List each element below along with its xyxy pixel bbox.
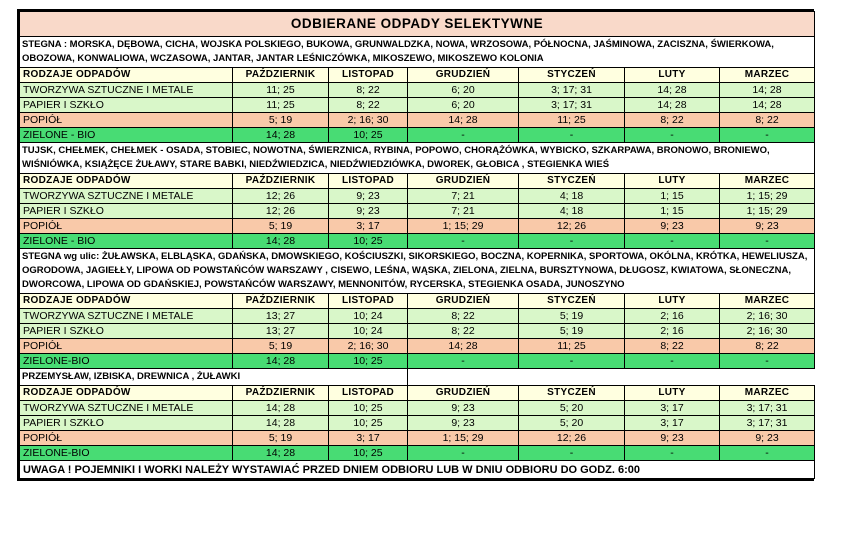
ash-row	[20, 431, 815, 446]
pickup-dates-cell: 2; 16; 30	[720, 309, 815, 324]
pickup-dates-cell: 14; 28	[408, 339, 519, 354]
pickup-dates-cell: 8; 22	[329, 83, 408, 98]
waste-type-label: POPIÓŁ	[20, 219, 233, 234]
pickup-dates-cell: 12; 26	[519, 219, 625, 234]
pickup-dates-cell: 4; 18	[519, 189, 625, 204]
street-list-row	[20, 249, 815, 294]
pickup-dates-cell: 10; 25	[329, 128, 408, 143]
pickup-dates-cell: 9; 23	[408, 416, 519, 431]
month-header: MARZEC	[720, 294, 815, 309]
empty-cell	[408, 369, 815, 386]
month-header-row	[20, 386, 815, 401]
month-header: STYCZEŃ	[519, 68, 625, 83]
pickup-dates-cell: 5; 19	[233, 113, 329, 128]
month-header: LUTY	[625, 294, 720, 309]
pickup-dates-cell: -	[408, 128, 519, 143]
pickup-dates-cell: 8; 22	[408, 309, 519, 324]
pickup-dates-cell: 7; 21	[408, 204, 519, 219]
pickup-dates-cell: 8; 22	[408, 324, 519, 339]
pickup-dates-cell: 14; 28	[625, 83, 720, 98]
pickup-dates-cell: 11; 25	[519, 113, 625, 128]
pickup-dates-cell: 8; 22	[625, 113, 720, 128]
waste-type-label: POPIÓŁ	[20, 431, 233, 446]
plastics-metals-row	[20, 189, 815, 204]
pickup-dates-cell: 3; 17; 31	[720, 401, 815, 416]
waste-type-label: POPIÓŁ	[20, 339, 233, 354]
month-header: PAŹDZIERNIK	[233, 174, 329, 189]
month-header: STYCZEŃ	[519, 386, 625, 401]
pickup-dates-cell: 2; 16	[625, 309, 720, 324]
waste-type-label: ZIELONE-BIO	[20, 446, 233, 461]
pickup-dates-cell: 10; 25	[329, 446, 408, 461]
pickup-dates-cell: 9; 23	[625, 431, 720, 446]
schedule-table	[19, 11, 815, 479]
pickup-dates-cell: 3; 17	[329, 431, 408, 446]
pickup-dates-cell: 10; 25	[329, 234, 408, 249]
pickup-dates-cell: 1; 15; 29	[720, 204, 815, 219]
waste-type-label: TWORZYWA SZTUCZNE I METALE	[20, 401, 233, 416]
pickup-dates-cell: 2; 16; 30	[329, 113, 408, 128]
waste-type-label: PAPIER I SZKŁO	[20, 416, 233, 431]
month-header: GRUDZIEŃ	[408, 174, 519, 189]
pickup-dates-cell: -	[625, 354, 720, 369]
pickup-dates-cell: -	[519, 446, 625, 461]
month-header: LISTOPAD	[329, 294, 408, 309]
ash-row	[20, 339, 815, 354]
waste-type-label: TWORZYWA SZTUCZNE I METALE	[20, 83, 233, 98]
pickup-dates-cell: 10; 24	[329, 324, 408, 339]
paper-glass-row	[20, 98, 815, 113]
pickup-dates-cell: 5; 19	[233, 431, 329, 446]
pickup-dates-cell: 4; 18	[519, 204, 625, 219]
street-list-row	[20, 369, 815, 386]
green-bio-row	[20, 128, 815, 143]
pickup-dates-cell: -	[720, 354, 815, 369]
month-header: GRUDZIEŃ	[408, 68, 519, 83]
waste-type-label: PAPIER I SZKŁO	[20, 324, 233, 339]
pickup-dates-cell: 14; 28	[408, 113, 519, 128]
pickup-dates-cell: 5; 20	[519, 416, 625, 431]
pickup-dates-cell: -	[519, 128, 625, 143]
pickup-dates-cell: 3; 17; 31	[720, 416, 815, 431]
waste-type-label: TWORZYWA SZTUCZNE I METALE	[20, 189, 233, 204]
waste-type-label: ZIELONE-BIO	[20, 354, 233, 369]
pickup-dates-cell: 12; 26	[233, 204, 329, 219]
month-header: GRUDZIEŃ	[408, 386, 519, 401]
pickup-dates-cell: 13; 27	[233, 309, 329, 324]
pickup-dates-cell: 14; 28	[233, 354, 329, 369]
month-header-row	[20, 68, 815, 83]
pickup-dates-cell: 14; 28	[720, 83, 815, 98]
pickup-dates-cell: 1; 15	[625, 189, 720, 204]
pickup-dates-cell: -	[408, 234, 519, 249]
pickup-dates-cell: 14; 28	[625, 98, 720, 113]
pickup-dates-cell: 1; 15; 29	[408, 219, 519, 234]
pickup-dates-cell: 9; 23	[329, 204, 408, 219]
ash-row	[20, 219, 815, 234]
footer-row	[20, 461, 815, 479]
title-row	[20, 12, 815, 37]
pickup-dates-cell: 5; 19	[519, 324, 625, 339]
green-bio-row	[20, 354, 815, 369]
paper-glass-row	[20, 416, 815, 431]
waste-type-label: PAPIER I SZKŁO	[20, 98, 233, 113]
pickup-dates-cell: -	[519, 234, 625, 249]
month-header: STYCZEŃ	[519, 294, 625, 309]
plastics-metals-row	[20, 83, 815, 98]
pickup-dates-cell: -	[408, 446, 519, 461]
street-list: STEGNA : MORSKA, DĘBOWA, CICHA, WOJSKA POLSKIEGO, BUKOWA, GRUNWALDZKA, NOWA, WRZOSOWA, PÓŁNOCNA, JAŚMINOWA, ZACISZNA, ŚWIERKOWA, OBOZOWA, KONWALIOWA, WCZASOWA, JANTAR, JANTAR LEŚNICZÓWKA, MIKOSZEWO, MIKOSZEWO KOLONIA	[20, 37, 815, 68]
plastics-metals-row	[20, 401, 815, 416]
green-bio-row	[20, 446, 815, 461]
pickup-dates-cell: 6; 20	[408, 98, 519, 113]
month-header-row	[20, 294, 815, 309]
street-list-row	[20, 143, 815, 174]
waste-type-label: ZIELONE - BIO	[20, 234, 233, 249]
pickup-dates-cell: 3; 17	[625, 416, 720, 431]
month-header: GRUDZIEŃ	[408, 294, 519, 309]
street-list: PRZEMYSŁAW, IZBISKA, DREWNICA , ŻUŁAWKI	[20, 369, 408, 386]
pickup-dates-cell: 14; 28	[233, 401, 329, 416]
pickup-dates-cell: -	[720, 128, 815, 143]
pickup-dates-cell: 9; 23	[720, 219, 815, 234]
pickup-dates-cell: 2; 16	[625, 324, 720, 339]
month-header: PAŹDZIERNIK	[233, 68, 329, 83]
paper-glass-row	[20, 324, 815, 339]
month-header: LISTOPAD	[329, 174, 408, 189]
pickup-dates-cell: -	[408, 354, 519, 369]
pickup-dates-cell: 3; 17; 31	[519, 83, 625, 98]
pickup-dates-cell: 9; 23	[408, 401, 519, 416]
pickup-dates-cell: 14; 28	[720, 98, 815, 113]
pickup-dates-cell: 6; 20	[408, 83, 519, 98]
pickup-dates-cell: 2; 16; 30	[329, 339, 408, 354]
pickup-dates-cell: 1; 15	[625, 204, 720, 219]
waste-type-label: PAPIER I SZKŁO	[20, 204, 233, 219]
waste-type-header: RODZAJE ODPADÓW	[20, 294, 233, 309]
pickup-dates-cell: 11; 25	[233, 83, 329, 98]
month-header: LISTOPAD	[329, 386, 408, 401]
month-header: MARZEC	[720, 68, 815, 83]
pickup-dates-cell: 8; 22	[329, 98, 408, 113]
pickup-dates-cell: 5; 20	[519, 401, 625, 416]
pickup-dates-cell: 2; 16; 30	[720, 324, 815, 339]
pickup-dates-cell: 8; 22	[720, 339, 815, 354]
pickup-dates-cell: 3; 17	[625, 401, 720, 416]
pickup-dates-cell: 10; 25	[329, 401, 408, 416]
paper-glass-row	[20, 204, 815, 219]
pickup-dates-cell: 1; 15; 29	[720, 189, 815, 204]
pickup-dates-cell: 9; 23	[625, 219, 720, 234]
pickup-dates-cell: -	[720, 446, 815, 461]
month-header-row	[20, 174, 815, 189]
ash-row	[20, 113, 815, 128]
waste-type-label: ZIELONE - BIO	[20, 128, 233, 143]
pickup-dates-cell: 9; 23	[329, 189, 408, 204]
pickup-dates-cell: 11; 25	[519, 339, 625, 354]
street-list: STEGNA wg ulic: ŻUŁAWSKA, ELBLĄSKA, GDAŃSKA, DMOWSKIEGO, KOŚCIUSZKI, SIKORSKIEGO, BOCZNA, KOPERNIKA, SPORTOWA, OKÓLNA, KRÓTKA, HEWELIUSZA, OGRODOWA, JAGIEŁŁY, LIPOWA OD POWSTAŃCÓW WARSZAWY , CISEWO, LEŚNA, WĄSKA, ZIELONA, ZIELNA, BURSZTYNOWA, DŁUGOSZ, KWIATOWA, SŁONECZNA, DWORCOWA, LIPOWA OD GDAŃSKIEJ, POWSTAŃCÓW WARSZAWY, MENNONITÓW, RYCERSKA, STEGIENKA OSADA, JUNOSZYNO	[20, 249, 815, 294]
month-header: LUTY	[625, 174, 720, 189]
pickup-dates-cell: 3; 17; 31	[519, 98, 625, 113]
waste-type-header: RODZAJE ODPADÓW	[20, 386, 233, 401]
plastics-metals-row	[20, 309, 815, 324]
pickup-dates-cell: 10; 25	[329, 416, 408, 431]
pickup-dates-cell: 12; 26	[233, 189, 329, 204]
month-header: LISTOPAD	[329, 68, 408, 83]
pickup-dates-cell: 10; 25	[329, 354, 408, 369]
pickup-dates-cell: 1; 15; 29	[408, 431, 519, 446]
street-list: TUJSK, CHEŁMEK, CHEŁMEK - OSADA, STOBIEC, NOWOTNA, ŚWIERZNICA, RYBINA, POPOWO, CHORĄŻÓWKA, WYBICKO, SZKARPAWA, BRONOWO, BRONIEWO, WIŚNIÓWKA, KSIĄŻĘCE ŻUŁAWY, STARE BABKI, NIEDŹWIEDZICA, NIEDŹWIEDZIÓWKA, DWOREK, GŁOBICA , STEGIENKA WIEŚ	[20, 143, 815, 174]
page-title: ODBIERANE ODPADY SELEKTYWNE	[20, 12, 815, 37]
month-header: LUTY	[625, 386, 720, 401]
pickup-dates-cell: -	[720, 234, 815, 249]
waste-type-header: RODZAJE ODPADÓW	[20, 68, 233, 83]
pickup-dates-cell: 14; 28	[233, 234, 329, 249]
pickup-dates-cell: 5; 19	[233, 339, 329, 354]
pickup-dates-cell: 5; 19	[519, 309, 625, 324]
waste-type-header: RODZAJE ODPADÓW	[20, 174, 233, 189]
pickup-dates-cell: -	[625, 234, 720, 249]
pickup-dates-cell: 14; 28	[233, 446, 329, 461]
pickup-dates-cell: -	[625, 446, 720, 461]
pickup-dates-cell: 3; 17	[329, 219, 408, 234]
pickup-dates-cell: 14; 28	[233, 416, 329, 431]
footer-note: UWAGA ! POJEMNIKI I WORKI NALEŻY WYSTAWIAĆ PRZED DNIEM ODBIORU LUB W DNIU ODBIORU DO GODZ. 6:00	[20, 461, 815, 479]
pickup-dates-cell: 5; 19	[233, 219, 329, 234]
pickup-dates-cell: -	[625, 128, 720, 143]
pickup-dates-cell: 7; 21	[408, 189, 519, 204]
month-header: PAŹDZIERNIK	[233, 294, 329, 309]
month-header: MARZEC	[720, 386, 815, 401]
pickup-dates-cell: 10; 24	[329, 309, 408, 324]
street-list-row	[20, 37, 815, 68]
waste-type-label: POPIÓŁ	[20, 113, 233, 128]
pickup-dates-cell: 9; 23	[720, 431, 815, 446]
pickup-dates-cell: 8; 22	[625, 339, 720, 354]
month-header: MARZEC	[720, 174, 815, 189]
pickup-dates-cell: 13; 27	[233, 324, 329, 339]
month-header: STYCZEŃ	[519, 174, 625, 189]
pickup-dates-cell: 8; 22	[720, 113, 815, 128]
schedule-sheet	[17, 9, 814, 481]
month-header: PAŹDZIERNIK	[233, 386, 329, 401]
pickup-dates-cell: -	[519, 354, 625, 369]
pickup-dates-cell: 11; 25	[233, 98, 329, 113]
waste-type-label: TWORZYWA SZTUCZNE I METALE	[20, 309, 233, 324]
month-header: LUTY	[625, 68, 720, 83]
pickup-dates-cell: 14; 28	[233, 128, 329, 143]
green-bio-row	[20, 234, 815, 249]
pickup-dates-cell: 12; 26	[519, 431, 625, 446]
